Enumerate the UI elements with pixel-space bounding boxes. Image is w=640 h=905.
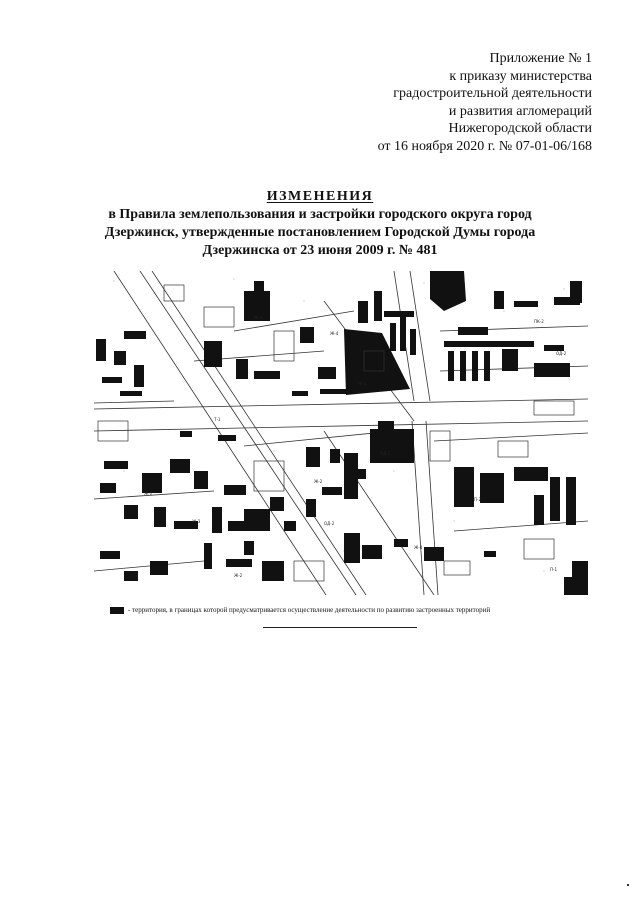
document-title [70,188,570,260]
appendix-line: Нижегородской области [448,121,592,137]
map-legend [110,606,580,615]
svg-text:Ж-2: Ж-2 [144,491,153,496]
svg-text:Ж-4: Ж-4 [254,315,263,320]
appendix-line: к приказу министерства [449,68,592,84]
site-plan-map [94,271,588,595]
appendix-line: градостроительной деятельности [393,86,592,102]
appendix-line: и развития агломераций [448,103,592,119]
title-heading: ИЗМЕНЕНИЯ [266,189,374,204]
svg-text:ПК-2: ПК-2 [534,319,544,324]
svg-text:Ж-2: Ж-2 [234,573,243,578]
svg-text:ОД-2: ОД-2 [324,521,335,526]
page-mark [627,884,629,886]
svg-text:Ж-3: Ж-3 [192,519,201,524]
site-plan-map-svg [94,271,588,595]
title-line: Дзержинска от 23 июня 2009 г. № 481 [202,243,438,258]
legend-text: - территория, в границах которой предусматривается осуществление деятельности по развитию застроенных территорий [128,606,491,614]
svg-text:ОД-2: ОД-2 [556,351,567,356]
svg-text:Ж-4: Ж-4 [358,381,367,386]
svg-text:П-2: П-2 [474,497,481,502]
svg-text:ОД-1: ОД-1 [380,451,391,456]
legend-swatch-icon [110,607,124,614]
svg-text:Т-1: Т-1 [214,417,221,422]
divider-line [263,627,417,628]
appendix-line: от 16 ноября 2020 г. № 07-01-06/168 [377,138,592,154]
appendix-block [378,50,592,156]
title-line: Дзержинск, утвержденные постановлением Городской Думы города [104,225,536,240]
svg-text:П-1: П-1 [550,567,557,572]
svg-text:Ж-2: Ж-2 [314,479,323,484]
title-line: в Правила землепользования и застройки городского округа город [108,207,532,222]
svg-text:Ж-4: Ж-4 [414,545,423,550]
svg-text:Ж-4: Ж-4 [330,331,339,336]
appendix-line: Приложение № 1 [489,51,592,66]
